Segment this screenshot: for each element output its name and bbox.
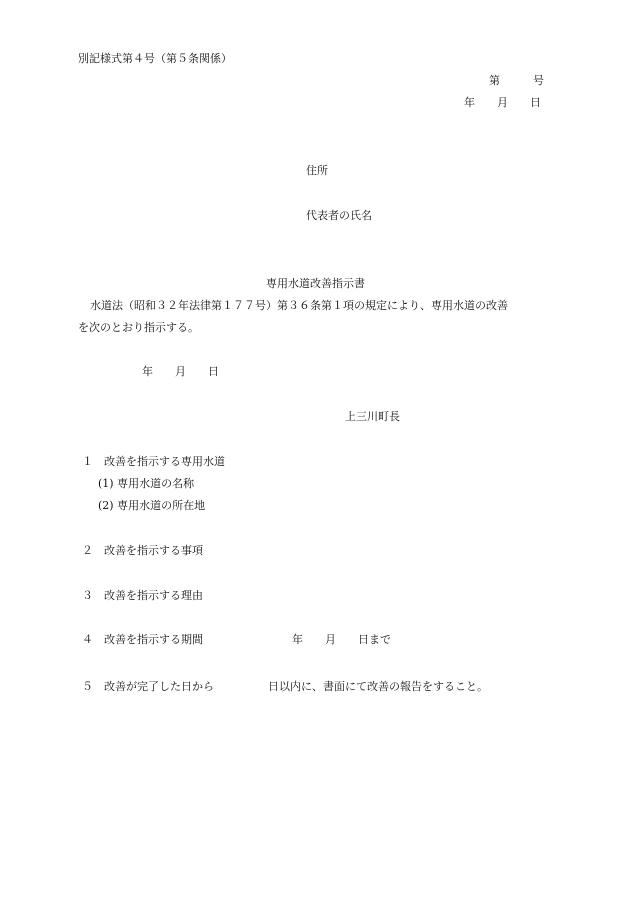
document-title: 専用水道改善指示書 <box>266 277 365 290</box>
item-3-label: ３ 改善を指示する理由 <box>82 589 203 602</box>
item-1-sub-1: (1) 専用水道の名称 <box>98 477 195 490</box>
issuer-name: 上三川町長 <box>345 410 400 423</box>
item-1-sub-2: (2) 専用水道の所在地 <box>98 499 206 512</box>
document-number: 第 号 <box>489 74 544 87</box>
issue-date: 年 月 日 <box>142 365 219 378</box>
item-1-label: １ 改善を指示する専用水道 <box>82 455 225 468</box>
document-date: 年 月 日 <box>464 96 541 109</box>
item-5-label: ５ 改善が完了した日から <box>82 680 214 693</box>
body-paragraph-line-1: 水道法（昭和３２年法律第１７７号）第３６条第１項の規定により、専用水道の改善 <box>90 299 508 312</box>
item-4-period: 年 月 日まで <box>292 633 391 646</box>
item-4-label: ４ 改善を指示する期間 <box>82 633 203 646</box>
representative-label: 代表者の氏名 <box>306 209 372 222</box>
item-5-report: 日以内に、書面にて改善の報告をすること。 <box>268 680 488 693</box>
item-2-label: ２ 改善を指示する事項 <box>82 544 203 557</box>
form-label: 別記様式第４号（第５条関係） <box>78 52 232 65</box>
address-label: 住所 <box>306 164 328 177</box>
body-paragraph-line-2: を次のとおり指示する。 <box>78 321 199 334</box>
